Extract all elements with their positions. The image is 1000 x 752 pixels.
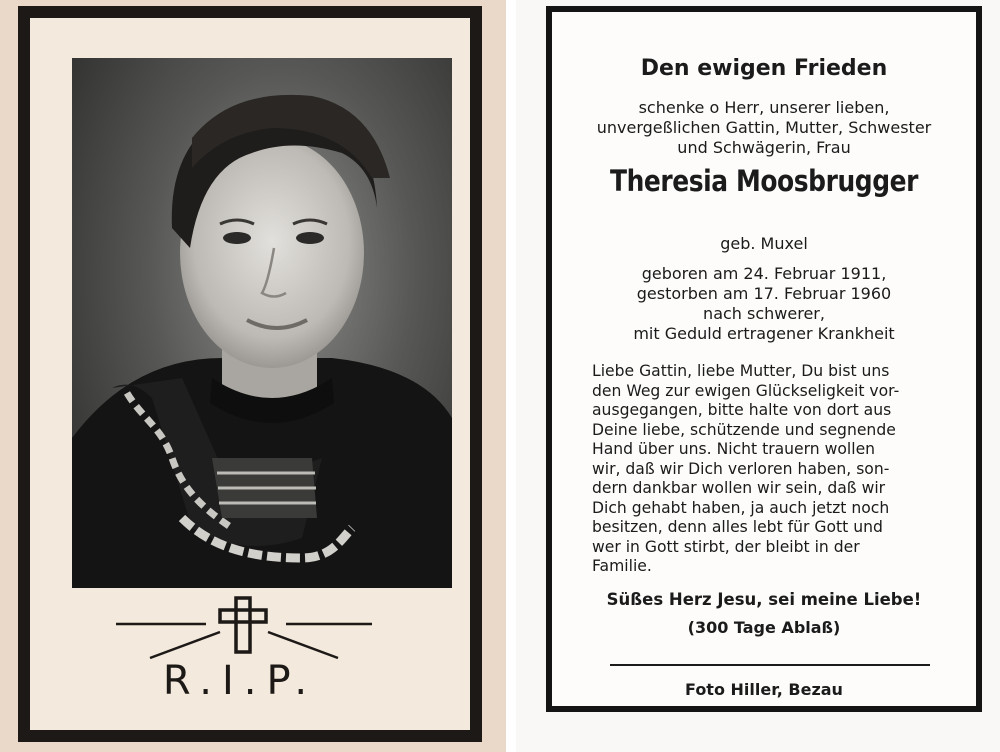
deceased-name: Theresia Moosbrugger xyxy=(610,164,918,198)
memorial-line: Hand über uns. Nicht trauern wollen xyxy=(592,440,876,458)
rip-text: R.I.P. xyxy=(162,658,318,704)
dates-line: gestorben am 17. Februar 1960 xyxy=(636,284,892,303)
rip-emblem xyxy=(0,0,464,720)
divider xyxy=(610,664,930,666)
memorial-line: ausgegangen, bitte halte von dort aus xyxy=(592,401,892,419)
photo-credit: Foto Hiller, Bezau xyxy=(685,680,843,699)
dates-line: mit Geduld ertragener Krankheit xyxy=(633,324,895,343)
intro-line: schenke o Herr, unserer lieben, xyxy=(638,98,890,117)
cross-icon xyxy=(0,0,464,720)
intro-line: unvergeßlichen Gattin, Mutter, Schwester xyxy=(596,118,932,137)
memorial-line: Familie. xyxy=(592,557,652,575)
memorial-line: wir, daß wir Dich verloren haben, son- xyxy=(592,459,890,478)
maiden-name: geb. Muxel xyxy=(720,234,808,253)
dates-line: geboren am 24. Februar 1911, xyxy=(641,264,887,283)
memorial-line: Deine liebe, schützende und segnende xyxy=(592,420,896,439)
dates-line: nach schwerer, xyxy=(703,304,825,323)
memorial-line: den Weg zur ewigen Glückseligkeit vor- xyxy=(592,381,900,400)
memorial-line: Dich gehabt haben, ja auch jetzt noch xyxy=(592,498,890,517)
intro-line: und Schwägerin, Frau xyxy=(677,138,851,157)
card-heading: Den ewigen Frieden xyxy=(640,56,888,81)
indulgence-note: (300 Tage Ablaß) xyxy=(687,618,841,637)
memorial-line: dern dankbar wollen wir sein, daß wir xyxy=(592,479,886,497)
memorial-line: besitzen, denn alles lebt für Gott und xyxy=(592,518,883,536)
memorial-line: wer in Gott stirbt, der bleibt in der xyxy=(592,537,860,556)
right-card xyxy=(516,0,1000,752)
memorial-text xyxy=(592,362,948,577)
text-card-frame xyxy=(546,6,982,712)
prayer-line: Süßes Herz Jesu, sei meine Liebe! xyxy=(606,590,922,609)
memorial-line: Liebe Gattin, liebe Mutter, Du bist uns xyxy=(592,362,890,380)
